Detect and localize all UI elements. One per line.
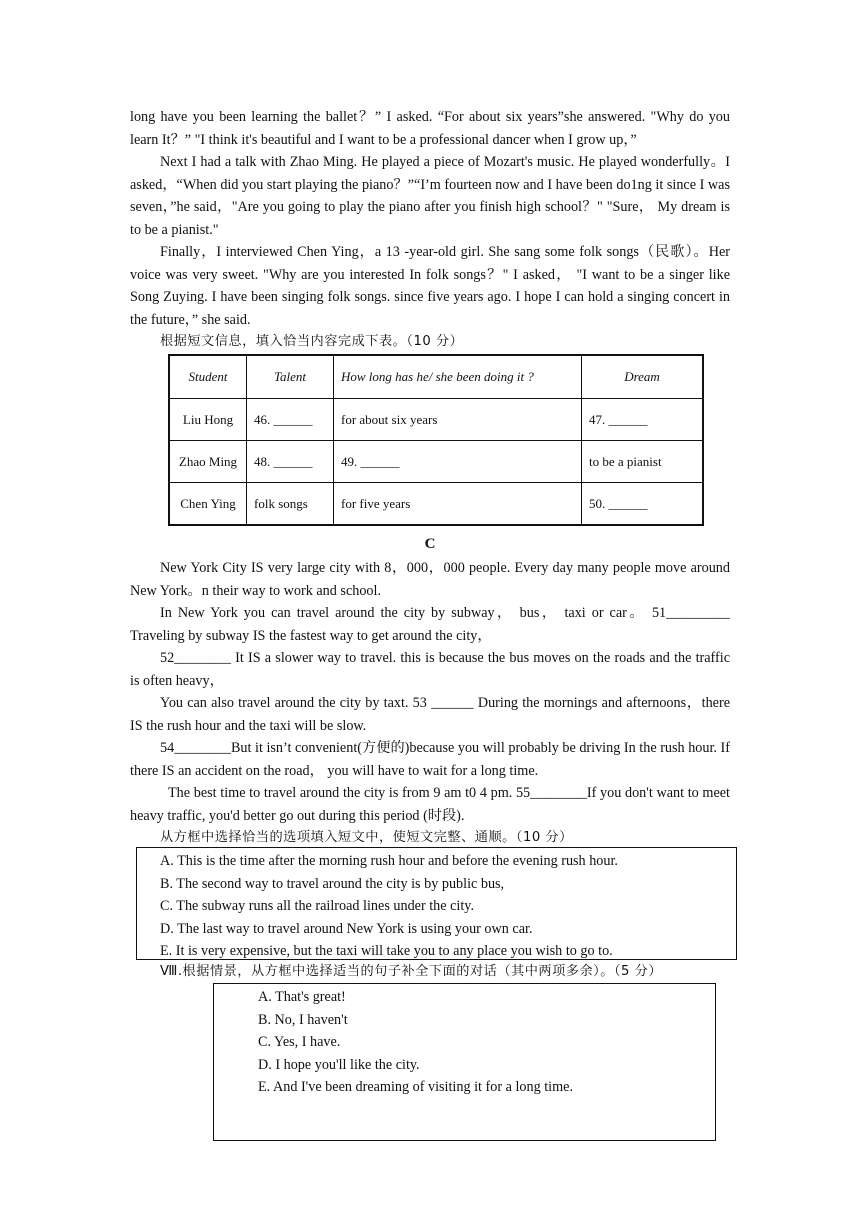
table-instruction: 根据短文信息，填入恰当内容完成下表。（10 分） — [160, 334, 464, 349]
cell-talent: folk songs — [247, 483, 334, 526]
passage-c-paragraph-5: 54________But it isn’t convenient(方便的)because you will probably be driving In the rush hour. If there IS an accident on the road， you will have to wait for a long time. — [130, 740, 730, 779]
section-viii-instruction: Ⅷ.根据情景，从方框中选择适当的句子补全下面的对话（其中两项多余）。（5 分） — [160, 964, 662, 979]
passage-c-paragraph-1: New York City IS very large city with 8，000，000 people. Every day many people move around New York。n their way to work and school. — [130, 560, 730, 599]
option-a: A. This is the time after the morning rush hour and before the evening rush hour. — [160, 853, 618, 869]
dialogue-option-a: A. That's great! — [258, 989, 346, 1005]
header-talent: Talent — [247, 355, 334, 399]
dialogue-option-e: E. And I've been dreaming of visiting it for a long time. — [258, 1079, 574, 1096]
options-box-c — [136, 847, 737, 960]
options-box-viii — [213, 983, 716, 1141]
passage-b-paragraph-3: Finally，I interviewed Chen Ying，a 13 -year-old girl. She sang some folk songs（民歌）。Her voice was very sweet. "Why are you interested In folk songs？" I asked， "I want to be a singer like Song Zuying. I have been singing folk songs. since five years ago. I hope I can hold a singing concert in the future，” she said. — [130, 244, 730, 328]
option-c: C. The subway runs all the railroad lines under the city. — [160, 898, 475, 915]
passage-c-paragraph-6: The best time to travel around the city is from 9 am t0 4 pm. 55________If you don't want to meet heavy traffic, you'd better go out during this period (时段). — [130, 785, 730, 824]
cell-student: Liu Hong — [169, 399, 247, 441]
table-row — [169, 399, 703, 441]
cell-talent: 48. ______ — [247, 441, 334, 483]
talent-table — [168, 354, 704, 526]
passage-c-paragraph-2: In New York you can travel around the city by subway， bus， taxi or car。 51_________ Traveling by subway IS the fastest way to get around the city， — [130, 605, 730, 644]
header-dream: Dream — [582, 355, 704, 399]
dialogue-option-d: D. I hope you'll like the city. — [258, 1056, 420, 1073]
table-row — [169, 483, 703, 526]
cell-talent: 46. ______ — [247, 399, 334, 441]
option-e: E. It is very expensive, but the taxi will take you to any place you wish to go to. — [160, 943, 613, 960]
header-student: Student — [169, 355, 247, 399]
cell-duration: 49. ______ — [334, 441, 582, 483]
cell-student: Chen Ying — [169, 483, 247, 526]
cell-duration: for about six years — [334, 399, 582, 441]
table-row — [169, 441, 703, 483]
passage-c-paragraph-3: 52________ It IS a slower way to travel. this is because the bus moves on the roads and the traffic is often heavy， — [130, 650, 730, 689]
header-duration: How long has he/ she been doing it ? — [334, 355, 582, 399]
section-c-heading: C — [424, 536, 436, 552]
cell-dream: 47. ______ — [582, 399, 704, 441]
passage-b-paragraph-2: Next I had a talk with Zhao Ming. He played a piece of Mozart's music. He played wonderfully。I asked，“When did you start playing the piano？”“I’m fourteen now and I have been do1ng it since I was seven，”he said，"Are you going to play the piano after you finish high school？" "Sure， My dream is to be a pianist." — [130, 154, 730, 238]
cell-dream: 50. ______ — [582, 483, 704, 526]
cell-dream: to be a pianist — [582, 441, 704, 483]
cell-student: Zhao Ming — [169, 441, 247, 483]
dialogue-option-c: C. Yes, I have. — [258, 1034, 341, 1051]
option-d: D. The last way to travel around New York is using your own car. — [160, 920, 533, 937]
option-b: B. The second way to travel around the city is by public bus, — [160, 875, 505, 892]
cell-duration: for five years — [334, 483, 582, 526]
options-instruction: 从方框中选择恰当的选项填入短文中，使短文完整、通顺。（10 分） — [160, 830, 573, 845]
passage-b-paragraph-1: long have you been learning the ballet？” I asked. “For about six years”she answered. "Why do you learn It？” "I think it's beautiful and I want to be a professional dancer when I grow up，” — [130, 109, 730, 148]
table-header-row — [169, 355, 703, 399]
passage-c-paragraph-4: You can also travel around the city by taxt. 53 ______ During the mornings and afternoons，there IS the rush hour and the taxi will be slow. — [130, 695, 730, 734]
dialogue-option-b: B. No, I haven't — [258, 1011, 348, 1028]
